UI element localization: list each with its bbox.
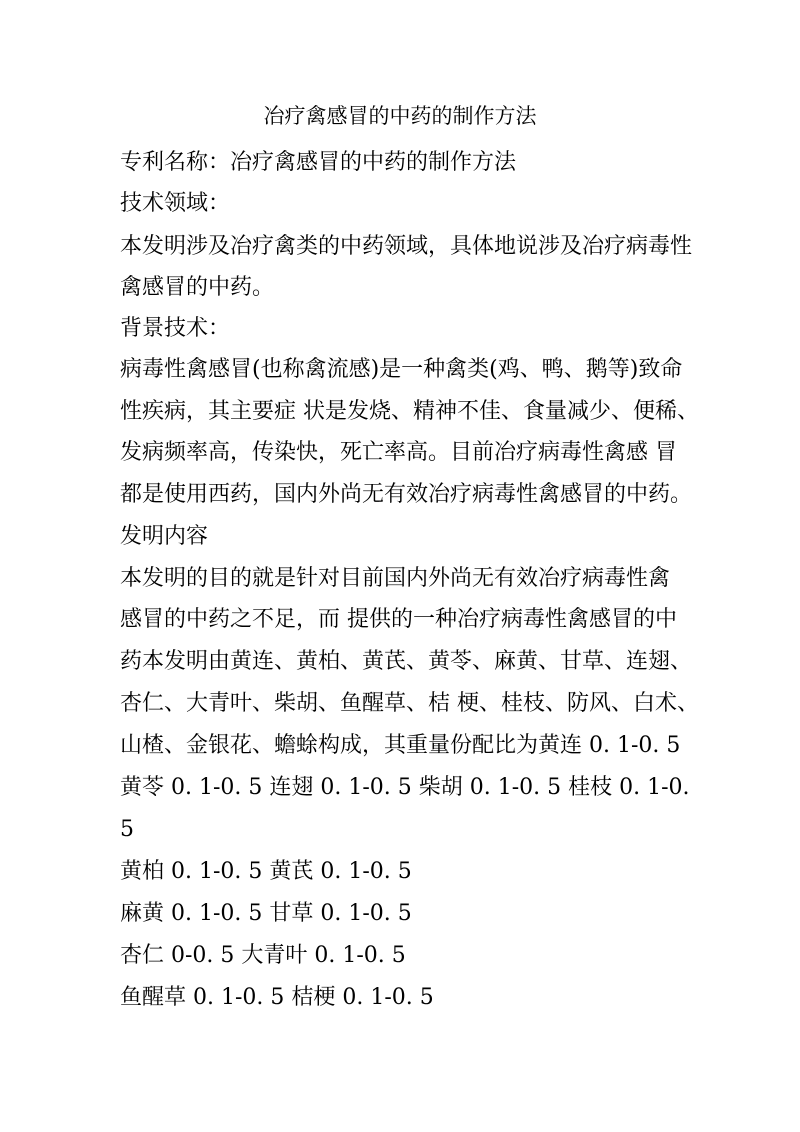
body-text-line: 性疾病，其主要症 状是发烧、精神不佳、食量减少、便稀、 [120,399,699,424]
patent-name-line: 专利名称：冶疗禽感冒的中药的制作方法 [120,150,517,175]
formula-line: 麻黄 0. 1-0. 5 甘草 0. 1-0. 5 [120,901,412,926]
body-text-line: 杏仁、大青叶、柴胡、鱼醒草、桔 梗、桂枝、防风、白术、 [120,691,699,716]
formula-line: 5 [120,817,134,842]
body-text-line: 禽感冒的中药。 [120,275,275,300]
formula-line: 鱼醒草 0. 1-0. 5 桔梗 0. 1-0. 5 [120,985,434,1010]
document-title: 冶疗禽感冒的中药的制作方法 [263,104,537,128]
section-heading-technical-field: 技术领域： [120,191,231,216]
formula-line: 杏仁 0-0. 5 大青叶 0. 1-0. 5 [120,943,406,968]
section-heading-invention-content: 发明内容 [120,524,209,549]
body-text-line: 都是使用西药，国内外尚无有效冶疗病毒性禽感冒的中药。 [120,482,693,507]
body-text-line: 病毒性禽感冒(也称禽流感)是一种禽类(鸡、鸭、鹅等)致命 [120,357,683,382]
section-heading-background: 背景技术： [120,316,231,341]
body-text-line: 本发明的目的就是针对目前国内外尚无有效冶疗病毒性禽 [120,566,671,591]
body-text-line: 发病频率高，传染快，死亡率高。目前冶疗病毒性禽感 冒 [120,440,677,465]
formula-line: 黄柏 0. 1-0. 5 黄芪 0. 1-0. 5 [120,859,412,884]
body-text-line: 药本发明由黄连、黄柏、黄芪、黄苓、麻黄、甘草、连翅、 [120,649,693,674]
body-text-line: 本发明涉及冶疗禽类的中药领域，具体地说涉及冶疗病毒性 [120,234,693,259]
formula-line: 黄苓 0. 1-0. 5 连翅 0. 1-0. 5 柴胡 0. 1-0. 5 桂枝 0. 1-0. [120,775,690,800]
body-text-line: 山楂、金银花、蟾蜍构成，其重量份配比为黄连 0. 1-0. 5 [120,733,681,758]
body-text-line: 感冒的中药之不足，而 提供的一种冶疗病毒性禽感冒的中 [120,607,677,632]
